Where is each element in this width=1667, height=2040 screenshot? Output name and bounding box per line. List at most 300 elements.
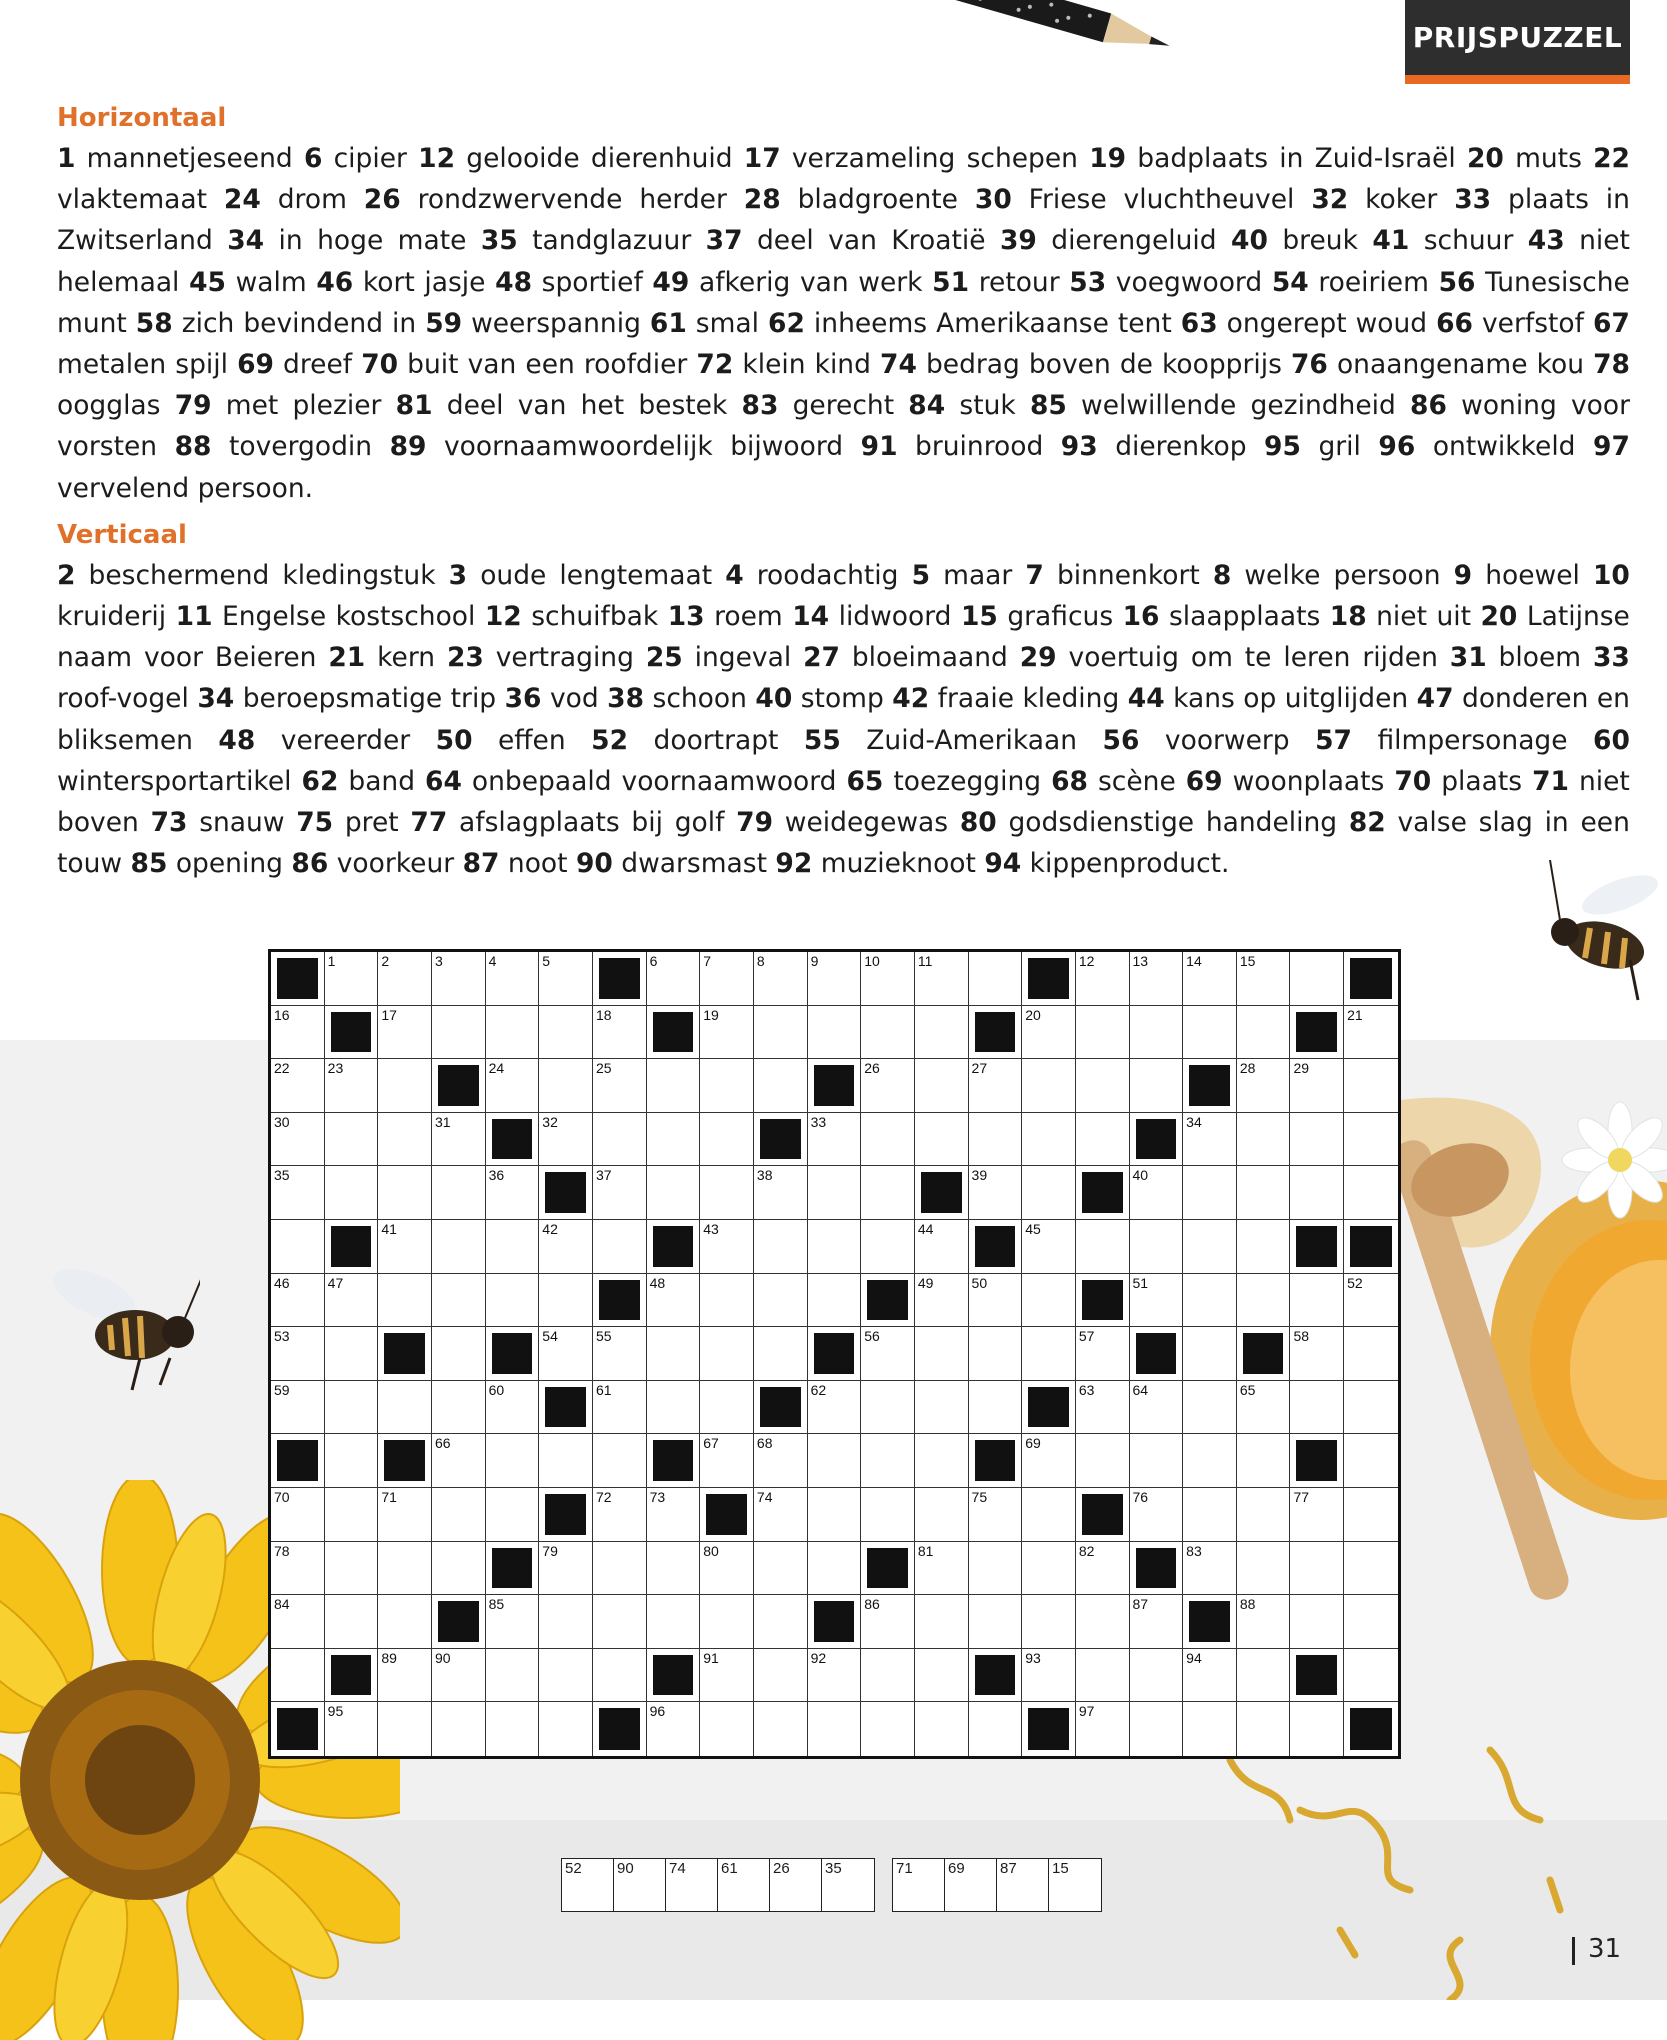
grid-cell[interactable] [754, 1542, 808, 1596]
grid-cell[interactable] [861, 1702, 915, 1756]
grid-cell[interactable] [378, 1166, 432, 1220]
grid-cell[interactable] [1022, 1220, 1076, 1274]
solution-cell[interactable] [945, 1859, 997, 1911]
cell-number: 89 [381, 1649, 397, 1666]
grid-cell[interactable] [486, 1006, 540, 1060]
grid-cell[interactable] [1022, 1595, 1076, 1649]
grid-cell[interactable] [700, 1434, 754, 1488]
black-square [331, 1226, 372, 1267]
grid-cell[interactable] [432, 1327, 486, 1381]
grid-cell[interactable] [1130, 1166, 1184, 1220]
grid-cell[interactable] [432, 1381, 486, 1435]
clue-text: donderen en bliksemen [57, 683, 1630, 756]
grid-cell[interactable] [969, 1327, 1023, 1381]
grid-cell[interactable] [1183, 1006, 1237, 1060]
grid-cell[interactable] [1237, 1059, 1291, 1113]
grid-cell[interactable] [1290, 952, 1344, 1006]
grid-cell[interactable] [754, 1488, 808, 1542]
grid-cell[interactable] [271, 1059, 325, 1113]
grid-cell[interactable] [754, 1434, 808, 1488]
grid-cell[interactable] [861, 1059, 915, 1113]
grid-cell[interactable] [969, 1059, 1023, 1113]
grid-cell[interactable] [432, 1274, 486, 1328]
grid-cell[interactable] [1022, 1059, 1076, 1113]
grid-cell[interactable] [754, 1274, 808, 1328]
grid-cell[interactable] [647, 1542, 701, 1596]
grid-cell[interactable] [325, 1274, 379, 1328]
grid-cell[interactable] [432, 1542, 486, 1596]
grid-cell[interactable] [1290, 1488, 1344, 1542]
grid-cell[interactable] [915, 1220, 969, 1274]
clue-number: 69 [1185, 765, 1223, 797]
grid-cell[interactable] [1076, 1327, 1130, 1381]
grid-cell[interactable] [539, 1649, 593, 1703]
grid-cell[interactable] [808, 1006, 862, 1060]
clue-number: 21 [328, 642, 366, 674]
clue-number: 71 [1532, 765, 1569, 797]
grid-cell[interactable] [486, 1059, 540, 1113]
grid-cell[interactable] [271, 1274, 325, 1328]
grid-cell[interactable] [271, 1488, 325, 1542]
grid-cell[interactable] [808, 1220, 862, 1274]
grid-cell[interactable] [754, 952, 808, 1006]
grid-cell[interactable] [593, 1220, 647, 1274]
grid-cell[interactable] [700, 1542, 754, 1596]
grid-cell[interactable] [1076, 1220, 1130, 1274]
solution-cell[interactable] [614, 1859, 666, 1911]
grid-cell[interactable] [378, 1274, 432, 1328]
grid-block [969, 1006, 1023, 1060]
grid-cell[interactable] [539, 1595, 593, 1649]
grid-cell[interactable] [1344, 1006, 1398, 1060]
grid-cell[interactable] [325, 1381, 379, 1435]
grid-cell[interactable] [1076, 1434, 1130, 1488]
grid-cell[interactable] [593, 1434, 647, 1488]
solution-cell[interactable] [1049, 1859, 1101, 1911]
grid-cell[interactable] [969, 1274, 1023, 1328]
grid-cell[interactable] [432, 1166, 486, 1220]
grid-cell[interactable] [1237, 1702, 1291, 1756]
cell-number: 94 [1186, 1649, 1202, 1666]
grid-cell[interactable] [754, 1059, 808, 1113]
grid-cell[interactable] [1022, 1434, 1076, 1488]
grid-cell[interactable] [1237, 1488, 1291, 1542]
grid-cell[interactable] [539, 1327, 593, 1381]
grid-cell[interactable] [378, 1220, 432, 1274]
grid-cell[interactable] [915, 1006, 969, 1060]
grid-cell[interactable] [861, 1381, 915, 1435]
grid-cell[interactable] [915, 1542, 969, 1596]
grid-cell[interactable] [432, 1220, 486, 1274]
grid-cell[interactable] [539, 1702, 593, 1756]
grid-cell[interactable] [861, 1488, 915, 1542]
black-square [921, 1172, 962, 1213]
solution-cell[interactable] [666, 1859, 718, 1911]
grid-cell[interactable] [647, 1327, 701, 1381]
grid-cell[interactable] [969, 1595, 1023, 1649]
grid-cell[interactable] [915, 1327, 969, 1381]
grid-cell[interactable] [1183, 1434, 1237, 1488]
grid-cell[interactable] [647, 1274, 701, 1328]
grid-cell[interactable] [378, 1113, 432, 1167]
grid-cell[interactable] [1183, 1166, 1237, 1220]
grid-cell[interactable] [1183, 1649, 1237, 1703]
grid-cell[interactable] [1344, 1434, 1398, 1488]
grid-cell[interactable] [271, 1113, 325, 1167]
grid-cell[interactable] [969, 1166, 1023, 1220]
grid-cell[interactable] [969, 952, 1023, 1006]
grid-block [1237, 1327, 1291, 1381]
grid-cell[interactable] [1183, 952, 1237, 1006]
grid-cell[interactable] [1344, 1327, 1398, 1381]
grid-cell[interactable] [700, 1381, 754, 1435]
grid-cell[interactable] [1022, 1542, 1076, 1596]
grid-cell[interactable] [647, 952, 701, 1006]
grid-cell[interactable] [647, 1381, 701, 1435]
grid-block [271, 952, 325, 1006]
grid-cell[interactable] [1183, 1220, 1237, 1274]
grid-cell[interactable] [1183, 1381, 1237, 1435]
grid-cell[interactable] [1022, 1327, 1076, 1381]
grid-cell[interactable] [808, 1113, 862, 1167]
grid-cell[interactable] [700, 1702, 754, 1756]
clue-text: verfstof [1482, 307, 1584, 339]
grid-cell[interactable] [593, 1059, 647, 1113]
grid-cell[interactable] [861, 1649, 915, 1703]
grid-cell[interactable] [754, 1595, 808, 1649]
grid-cell[interactable] [700, 1113, 754, 1167]
clue-number: 90 [575, 848, 613, 880]
cell-number: 76 [1132, 1488, 1149, 1505]
grid-cell[interactable] [754, 1166, 808, 1220]
black-square [653, 1012, 694, 1053]
grid-cell[interactable] [1290, 1381, 1344, 1435]
grid-cell[interactable] [325, 1542, 379, 1596]
grid-cell[interactable] [647, 1166, 701, 1220]
grid-cell[interactable] [647, 1488, 701, 1542]
grid-cell[interactable] [271, 1327, 325, 1381]
grid-cell[interactable] [861, 1434, 915, 1488]
clue-number: 2 [57, 559, 76, 591]
grid-cell[interactable] [1344, 1649, 1398, 1703]
grid-cell[interactable] [539, 1220, 593, 1274]
clue-text: klein kind [742, 349, 871, 381]
grid-cell[interactable] [325, 952, 379, 1006]
grid-cell[interactable] [1290, 1113, 1344, 1167]
grid-cell[interactable] [1130, 1059, 1184, 1113]
grid-cell[interactable] [915, 1059, 969, 1113]
grid-cell[interactable] [1183, 1542, 1237, 1596]
grid-cell[interactable] [486, 1649, 540, 1703]
grid-cell[interactable] [1237, 1220, 1291, 1274]
grid-cell[interactable] [1344, 1166, 1398, 1220]
grid-cell[interactable] [808, 1649, 862, 1703]
grid-cell[interactable] [325, 1166, 379, 1220]
grid-cell[interactable] [539, 1113, 593, 1167]
grid-cell[interactable] [1076, 1381, 1130, 1435]
grid-cell[interactable] [486, 1595, 540, 1649]
solution-cell[interactable] [997, 1859, 1049, 1911]
grid-cell[interactable] [1237, 1006, 1291, 1060]
grid-cell[interactable] [1076, 1595, 1130, 1649]
grid-cell[interactable] [808, 1166, 862, 1220]
grid-cell[interactable] [325, 1595, 379, 1649]
cell-number: 71 [381, 1488, 397, 1505]
grid-cell[interactable] [1344, 1274, 1398, 1328]
grid-cell[interactable] [1022, 1113, 1076, 1167]
grid-cell[interactable] [647, 1702, 701, 1756]
grid-cell[interactable] [861, 1327, 915, 1381]
grid-cell[interactable] [1237, 1595, 1291, 1649]
grid-cell[interactable] [486, 1166, 540, 1220]
grid-cell[interactable] [969, 1542, 1023, 1596]
grid-cell[interactable] [271, 1220, 325, 1274]
grid-cell[interactable] [1183, 1274, 1237, 1328]
clue-text: schuifbak [531, 601, 659, 633]
grid-cell[interactable] [486, 1381, 540, 1435]
cell-number: 44 [917, 1220, 934, 1237]
clue-number: 50 [435, 724, 473, 756]
grid-cell[interactable] [593, 1327, 647, 1381]
grid-cell[interactable] [271, 1542, 325, 1596]
grid-cell[interactable] [432, 1006, 486, 1060]
grid-cell[interactable] [432, 1434, 486, 1488]
grid-cell[interactable] [700, 1059, 754, 1113]
grid-cell[interactable] [1183, 1327, 1237, 1381]
grid-cell[interactable] [325, 1434, 379, 1488]
grid-cell[interactable] [378, 1488, 432, 1542]
grid-cell[interactable] [271, 1595, 325, 1649]
cell-number: 7 [703, 953, 712, 969]
grid-cell[interactable] [915, 952, 969, 1006]
grid-cell[interactable] [700, 1274, 754, 1328]
grid-cell[interactable] [1290, 1059, 1344, 1113]
grid-cell[interactable] [325, 1059, 379, 1113]
grid-cell[interactable] [1022, 1006, 1076, 1060]
grid-cell[interactable] [1344, 1542, 1398, 1596]
grid-cell[interactable] [754, 1006, 808, 1060]
grid-cell[interactable] [1344, 1113, 1398, 1167]
grid-cell[interactable] [593, 1006, 647, 1060]
grid-cell[interactable] [1022, 1488, 1076, 1542]
grid-cell[interactable] [325, 1488, 379, 1542]
grid-cell[interactable] [486, 1434, 540, 1488]
grid-cell[interactable] [325, 1327, 379, 1381]
grid-cell[interactable] [915, 1488, 969, 1542]
grid-cell[interactable] [1022, 1649, 1076, 1703]
grid-cell[interactable] [1130, 1434, 1184, 1488]
grid-cell[interactable] [700, 952, 754, 1006]
grid-cell[interactable] [700, 1327, 754, 1381]
grid-cell[interactable] [378, 1595, 432, 1649]
grid-cell[interactable] [1183, 1113, 1237, 1167]
grid-cell[interactable] [432, 952, 486, 1006]
grid-cell[interactable] [1237, 1434, 1291, 1488]
grid-cell[interactable] [378, 1006, 432, 1060]
grid-cell[interactable] [593, 1542, 647, 1596]
grid-cell[interactable] [539, 1274, 593, 1328]
grid-cell[interactable] [486, 1220, 540, 1274]
grid-cell[interactable] [1183, 1488, 1237, 1542]
grid-cell[interactable] [700, 1006, 754, 1060]
grid-cell[interactable] [271, 1649, 325, 1703]
grid-cell[interactable] [915, 1434, 969, 1488]
grid-cell[interactable] [1290, 1595, 1344, 1649]
grid-cell[interactable] [1130, 1702, 1184, 1756]
grid-cell[interactable] [1290, 1327, 1344, 1381]
clue-number: 84 [908, 390, 946, 422]
solution-cell[interactable] [822, 1859, 874, 1911]
grid-cell[interactable] [325, 1113, 379, 1167]
grid-cell[interactable] [271, 1006, 325, 1060]
grid-cell[interactable] [1076, 1649, 1130, 1703]
grid-cell[interactable] [915, 1702, 969, 1756]
grid-cell[interactable] [861, 1166, 915, 1220]
grid-cell[interactable] [1344, 1488, 1398, 1542]
black-square [867, 1280, 908, 1321]
grid-cell[interactable] [861, 1006, 915, 1060]
grid-cell[interactable] [808, 1434, 862, 1488]
grid-cell[interactable] [539, 1059, 593, 1113]
black-square [1350, 1708, 1392, 1750]
grid-cell[interactable] [1130, 1274, 1184, 1328]
grid-cell[interactable] [647, 1059, 701, 1113]
grid-cell[interactable] [808, 1381, 862, 1435]
solution-cell[interactable] [893, 1859, 945, 1911]
grid-cell[interactable] [1344, 1595, 1398, 1649]
grid-cell[interactable] [1237, 1381, 1291, 1435]
grid-cell[interactable] [915, 1274, 969, 1328]
grid-cell[interactable] [1290, 1166, 1344, 1220]
clue-number: 56 [1438, 266, 1476, 298]
grid-cell[interactable] [647, 1595, 701, 1649]
grid-cell[interactable] [378, 1649, 432, 1703]
grid-cell[interactable] [1130, 1006, 1184, 1060]
grid-cell[interactable] [1237, 952, 1291, 1006]
grid-cell[interactable] [808, 1542, 862, 1596]
grid-cell[interactable] [700, 1649, 754, 1703]
grid-cell[interactable] [325, 1702, 379, 1756]
grid-cell[interactable] [861, 1220, 915, 1274]
grid-cell[interactable] [486, 952, 540, 1006]
grid-cell[interactable] [593, 1166, 647, 1220]
solution-cell[interactable] [562, 1859, 614, 1911]
grid-cell[interactable] [1290, 1702, 1344, 1756]
grid-cell[interactable] [754, 1220, 808, 1274]
cell-number: 39 [971, 1167, 988, 1184]
grid-cell[interactable] [808, 1702, 862, 1756]
grid-cell[interactable] [486, 1274, 540, 1328]
grid-cell[interactable] [1237, 1166, 1291, 1220]
grid-cell[interactable] [593, 1488, 647, 1542]
grid-cell[interactable] [915, 1595, 969, 1649]
grid-cell[interactable] [1022, 1166, 1076, 1220]
grid-cell[interactable] [1076, 1113, 1130, 1167]
grid-cell[interactable] [1130, 1488, 1184, 1542]
grid-cell[interactable] [969, 1488, 1023, 1542]
grid-cell[interactable] [915, 1381, 969, 1435]
grid-cell[interactable] [539, 1542, 593, 1596]
solution-cell[interactable] [718, 1859, 770, 1911]
grid-cell[interactable] [1237, 1649, 1291, 1703]
grid-cell[interactable] [969, 1113, 1023, 1167]
grid-cell[interactable] [754, 1649, 808, 1703]
grid-cell[interactable] [378, 1542, 432, 1596]
clue-number: 24 [223, 184, 261, 216]
grid-cell[interactable] [969, 1381, 1023, 1435]
grid-cell[interactable] [1076, 1542, 1130, 1596]
grid-cell[interactable] [1076, 1702, 1130, 1756]
grid-cell[interactable] [700, 1220, 754, 1274]
grid-cell[interactable] [915, 1113, 969, 1167]
grid-cell[interactable] [593, 1113, 647, 1167]
grid-cell[interactable] [593, 1649, 647, 1703]
grid-cell[interactable] [271, 1381, 325, 1435]
grid-cell[interactable] [1076, 1006, 1130, 1060]
grid-cell[interactable] [432, 1649, 486, 1703]
grid-cell[interactable] [539, 952, 593, 1006]
grid-cell[interactable] [1290, 1274, 1344, 1328]
grid-cell[interactable] [808, 952, 862, 1006]
grid-cell[interactable] [1237, 1113, 1291, 1167]
grid-cell[interactable] [1130, 1595, 1184, 1649]
grid-cell[interactable] [378, 1381, 432, 1435]
grid-cell[interactable] [1290, 1542, 1344, 1596]
grid-cell[interactable] [378, 952, 432, 1006]
grid-cell[interactable] [486, 1702, 540, 1756]
grid-cell[interactable] [1130, 1649, 1184, 1703]
grid-cell[interactable] [1344, 1059, 1398, 1113]
grid-cell[interactable] [861, 1595, 915, 1649]
solution-cell[interactable] [770, 1859, 822, 1911]
grid-cell[interactable] [754, 1702, 808, 1756]
grid-cell[interactable] [808, 1488, 862, 1542]
grid-cell[interactable] [700, 1595, 754, 1649]
grid-cell[interactable] [1237, 1542, 1291, 1596]
grid-cell[interactable] [486, 1488, 540, 1542]
grid-cell[interactable] [378, 1059, 432, 1113]
grid-cell[interactable] [271, 1166, 325, 1220]
grid-cell[interactable] [593, 1595, 647, 1649]
grid-cell[interactable] [432, 1488, 486, 1542]
grid-cell[interactable] [861, 1113, 915, 1167]
grid-cell[interactable] [1130, 952, 1184, 1006]
grid-cell[interactable] [1237, 1274, 1291, 1328]
grid-cell[interactable] [432, 1113, 486, 1167]
clue-number: 60 [1593, 724, 1630, 756]
grid-cell[interactable] [1130, 1220, 1184, 1274]
grid-cell[interactable] [700, 1166, 754, 1220]
cell-number: 58 [1293, 1328, 1310, 1345]
grid-cell[interactable] [1130, 1381, 1184, 1435]
grid-cell[interactable] [808, 1274, 862, 1328]
grid-cell[interactable] [754, 1327, 808, 1381]
grid-cell[interactable] [1022, 1274, 1076, 1328]
grid-cell[interactable] [1183, 1702, 1237, 1756]
grid-cell[interactable] [432, 1702, 486, 1756]
grid-cell[interactable] [915, 1649, 969, 1703]
grid-cell[interactable] [539, 1006, 593, 1060]
grid-cell[interactable] [378, 1702, 432, 1756]
grid-cell[interactable] [1344, 1381, 1398, 1435]
grid-cell[interactable] [969, 1702, 1023, 1756]
grid-cell[interactable] [647, 1113, 701, 1167]
grid-cell[interactable] [1076, 952, 1130, 1006]
grid-cell[interactable] [1076, 1059, 1130, 1113]
grid-cell[interactable] [539, 1434, 593, 1488]
grid-cell[interactable] [861, 952, 915, 1006]
grid-cell[interactable] [593, 1381, 647, 1435]
